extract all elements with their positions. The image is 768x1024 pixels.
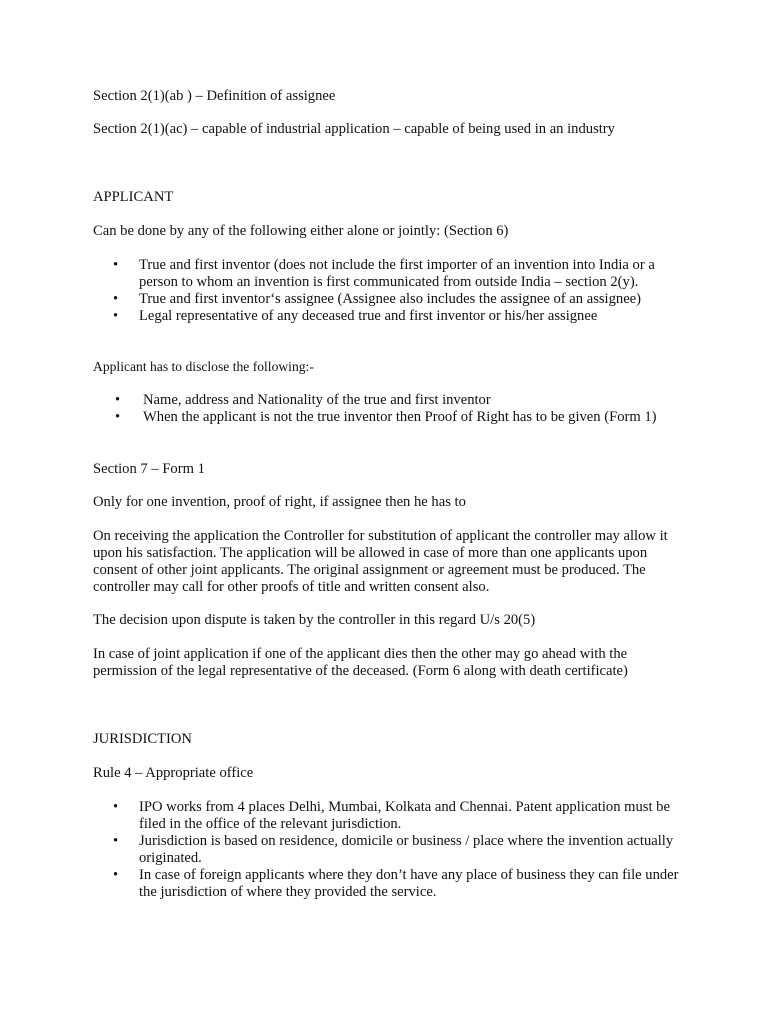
list-item: • When the applicant is not the true inventor then Proof of Right has to be given (Form 1) <box>93 409 688 426</box>
list-item: • Legal representative of any deceased true and first inventor or his/her assignee <box>93 308 688 325</box>
disclose-intro: Applicant has to disclose the following:- <box>93 359 314 374</box>
applicant-heading: APPLICANT <box>93 189 174 205</box>
rule-4-line: Rule 4 – Appropriate office <box>93 765 254 781</box>
applicant-intro: Can be done by any of the following either alone or jointly: (Section 6) <box>93 223 509 239</box>
only-one-invention-line: Only for one invention, proof of right, if assignee then he has to <box>93 494 466 510</box>
jurisdiction-heading: JURISDICTION <box>93 731 192 747</box>
section-2-1-ab-line: Section 2(1)(ab ) – Definition of assignee <box>93 88 336 104</box>
joint-application-paragraph: In case of joint application if one of the applicant dies then the other may go ahead with the permission of the legal representative of the deceased. (Form 6 along with death certificate) <box>93 646 628 679</box>
applicant-bullet-list <box>93 257 688 325</box>
decision-line: The decision upon dispute is taken by the controller in this regard U/s 20(5) <box>93 612 536 628</box>
list-item: • In case of foreign applicants where they don’t have any place of business they can file under the jurisdiction of where they provided the service. <box>93 867 688 901</box>
list-item: • True and first inventor‘s assignee (Assignee also includes the assignee of an assignee) <box>93 291 688 308</box>
list-item: • True and first inventor (does not include the first importer of an invention into India or a person to whom an invention is first communicated from outside India – section 2(y). <box>93 257 688 291</box>
receiving-application-paragraph: On receiving the application the Controller for substitution of applicant the controller may allow it upon his satisfaction. The application will be allowed in case of more than one applicants upon consent of other joint applicants. The original assignment or agreement must be produced. The controller may call for other proofs of title and written consent also. <box>93 528 668 595</box>
disclose-bullet-list <box>93 392 688 426</box>
list-item: • IPO works from 4 places Delhi, Mumbai, Kolkata and Chennai. Patent application must be filed in the office of the relevant jurisdiction. <box>93 799 688 833</box>
section-7-line: Section 7 – Form 1 <box>93 461 205 477</box>
list-item: • Name, address and Nationality of the true and first inventor <box>93 392 688 409</box>
section-2-1-ac-line: Section 2(1)(ac) – capable of industrial application – capable of being used in an industry <box>93 121 615 137</box>
list-item: • Jurisdiction is based on residence, domicile or business / place where the invention actually originated. <box>93 833 688 867</box>
jurisdiction-bullet-list <box>93 799 688 901</box>
